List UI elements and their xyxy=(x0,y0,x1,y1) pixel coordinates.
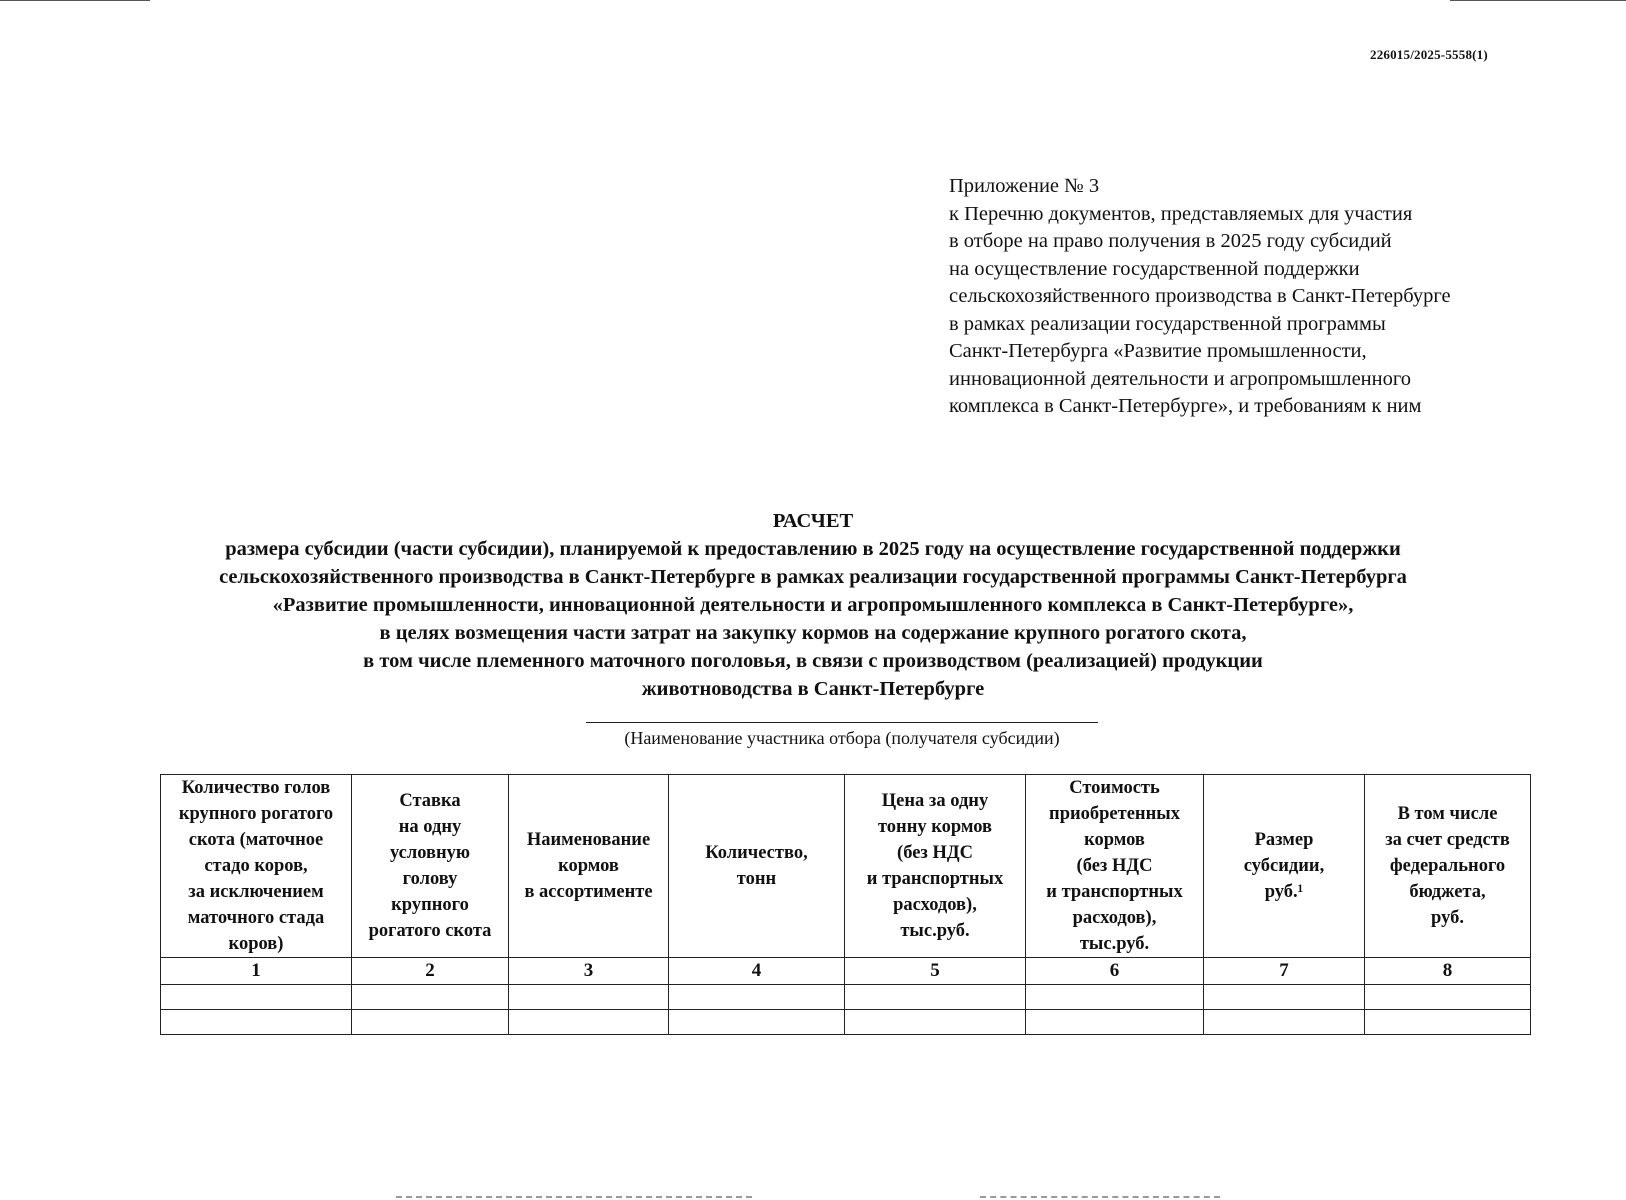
participant-name-caption: (Наименование участника отбора (получателя субсидии) xyxy=(624,728,1060,748)
empty-cell xyxy=(1026,1010,1204,1035)
participant-name-underline xyxy=(586,722,1098,723)
header-line: кормов xyxy=(558,856,619,876)
appendix-line: сельскохозяйственного производства в Санкт-Петербурге xyxy=(949,285,1451,307)
column-number: 6 xyxy=(1026,958,1204,985)
empty-cell xyxy=(845,985,1026,1010)
header-line: коров) xyxy=(228,934,284,954)
empty-cell xyxy=(161,1010,352,1035)
header-feed-name xyxy=(509,775,669,958)
header-line: тонн xyxy=(736,869,777,889)
header-line: в ассортименте xyxy=(524,882,653,902)
document-title xyxy=(0,507,1626,703)
header-line: федерального xyxy=(1389,856,1506,876)
scan-edge-rule-right xyxy=(1450,0,1626,1)
header-price-per-ton xyxy=(845,775,1026,958)
header-line: рогатого скота xyxy=(368,921,492,941)
column-number: 2 xyxy=(352,958,509,985)
header-line: Количество, xyxy=(705,843,808,863)
header-line: скота (маточное xyxy=(188,830,324,850)
header-subsidy-amount xyxy=(1204,775,1365,958)
scan-bottom-artifact xyxy=(980,1196,1220,1198)
appendix-line: Приложение № 3 xyxy=(949,175,1100,197)
column-number: 4 xyxy=(669,958,845,985)
document-registration-number: 226015/2025-5558(1) xyxy=(1370,47,1488,62)
appendix-line: к Перечню документов, представляемых для участия xyxy=(949,202,1413,225)
header-rate-per-head xyxy=(352,775,509,958)
scan-edge-rule-left xyxy=(0,0,150,1)
header-line: Наименование xyxy=(526,830,651,850)
header-line: за исключением xyxy=(188,882,324,902)
empty-cell xyxy=(1365,985,1531,1010)
empty-cell xyxy=(1026,985,1204,1010)
column-number: 8 xyxy=(1365,958,1531,985)
empty-cell xyxy=(1204,985,1365,1010)
scan-bottom-artifact xyxy=(396,1196,752,1198)
appendix-line: в рамках реализации государственной программы xyxy=(949,312,1386,335)
header-line: маточного стада xyxy=(187,908,325,928)
title-line: сельскохозяйственного производства в Санкт-Петербурге в рамках реализации государственной программы Санкт-Петербурга xyxy=(219,566,1407,588)
appendix-line: в отборе на право получения в 2025 году субсидий xyxy=(949,230,1392,252)
header-line: тонну кормов xyxy=(877,817,993,837)
header-line: стадо коров, xyxy=(204,856,308,876)
header-line: и транспортных xyxy=(866,869,1004,889)
header-line: и транспортных xyxy=(1046,882,1183,902)
header-line: условную xyxy=(389,843,471,863)
empty-cell xyxy=(352,985,509,1010)
empty-cell xyxy=(352,1010,509,1035)
title-line: в том числе племенного маточного поголовья, в связи с производством (реализацией) продукции xyxy=(363,650,1263,672)
table-header-row xyxy=(161,775,1531,958)
appendix-line: инновационной деятельности и агропромышленного xyxy=(949,367,1412,390)
appendix-line: комплекса в Санкт-Петербурге», и требованиям к ним xyxy=(949,395,1422,417)
title-line: животноводства в Санкт-Петербурге xyxy=(641,678,985,700)
header-quantity-tons xyxy=(669,775,845,958)
column-number: 1 xyxy=(161,958,352,985)
header-federal-share xyxy=(1365,775,1531,958)
empty-cell xyxy=(1204,1010,1365,1035)
header-line: на одну xyxy=(398,817,462,837)
column-number-row xyxy=(161,958,1531,985)
header-cattle-count xyxy=(161,775,352,958)
appendix-line: на осуществление государственной поддержки xyxy=(949,257,1360,280)
header-line: Ставка xyxy=(399,791,461,811)
column-number: 7 xyxy=(1204,958,1365,985)
header-line: крупного рогатого xyxy=(178,804,334,824)
header-line: тыс.руб. xyxy=(1079,934,1150,954)
header-line: Размер xyxy=(1254,830,1314,850)
empty-cell xyxy=(669,1010,845,1035)
header-line: бюджета, xyxy=(1409,882,1486,902)
header-line: приобретенных xyxy=(1049,804,1180,824)
header-line: расходов), xyxy=(1072,908,1157,928)
header-line: (без НДС xyxy=(897,843,973,863)
empty-cell xyxy=(509,985,669,1010)
header-line: Стоимость xyxy=(1069,778,1160,798)
subsidy-calculation-table xyxy=(160,774,1531,1035)
header-line: Количество голов xyxy=(181,778,331,798)
header-line: голову xyxy=(402,869,458,889)
title-line: в целях возмещения части затрат на закупку кормов на содержание крупного рогатого скота, xyxy=(379,622,1247,644)
column-number: 3 xyxy=(509,958,669,985)
header-line: В том числе xyxy=(1397,804,1498,824)
appendix-line: Санкт-Петербурга «Развитие промышленности, xyxy=(949,340,1367,362)
header-line: руб.¹ xyxy=(1264,882,1304,902)
empty-cell xyxy=(669,985,845,1010)
header-line: руб. xyxy=(1431,908,1464,928)
empty-cell xyxy=(845,1010,1026,1035)
column-number: 5 xyxy=(845,958,1026,985)
header-feed-cost xyxy=(1026,775,1204,958)
table-row xyxy=(161,985,1531,1010)
table-row xyxy=(161,1010,1531,1035)
title-line: размера субсидии (части субсидии), планируемой к предоставлению в 2025 году на осуществление государственной поддержки xyxy=(225,538,1401,560)
header-line: за счет средств xyxy=(1385,830,1510,850)
empty-cell xyxy=(1365,1010,1531,1035)
header-line: крупного xyxy=(391,895,469,915)
header-line: Цена за одну xyxy=(881,791,989,811)
header-line: субсидии, xyxy=(1243,856,1325,876)
header-line: тыс.руб. xyxy=(900,921,970,941)
empty-cell xyxy=(161,985,352,1010)
header-line: расходов), xyxy=(893,895,977,915)
appendix-reference-block xyxy=(949,173,1589,421)
empty-cell xyxy=(509,1010,669,1035)
title-heading: РАСЧЕТ xyxy=(772,510,854,532)
header-line: кормов xyxy=(1084,830,1145,850)
header-line: (без НДС xyxy=(1076,856,1153,876)
title-line: «Развитие промышленности, инновационной деятельности и агропромышленного комплекса в Санкт-Петербурге», xyxy=(272,594,1354,616)
